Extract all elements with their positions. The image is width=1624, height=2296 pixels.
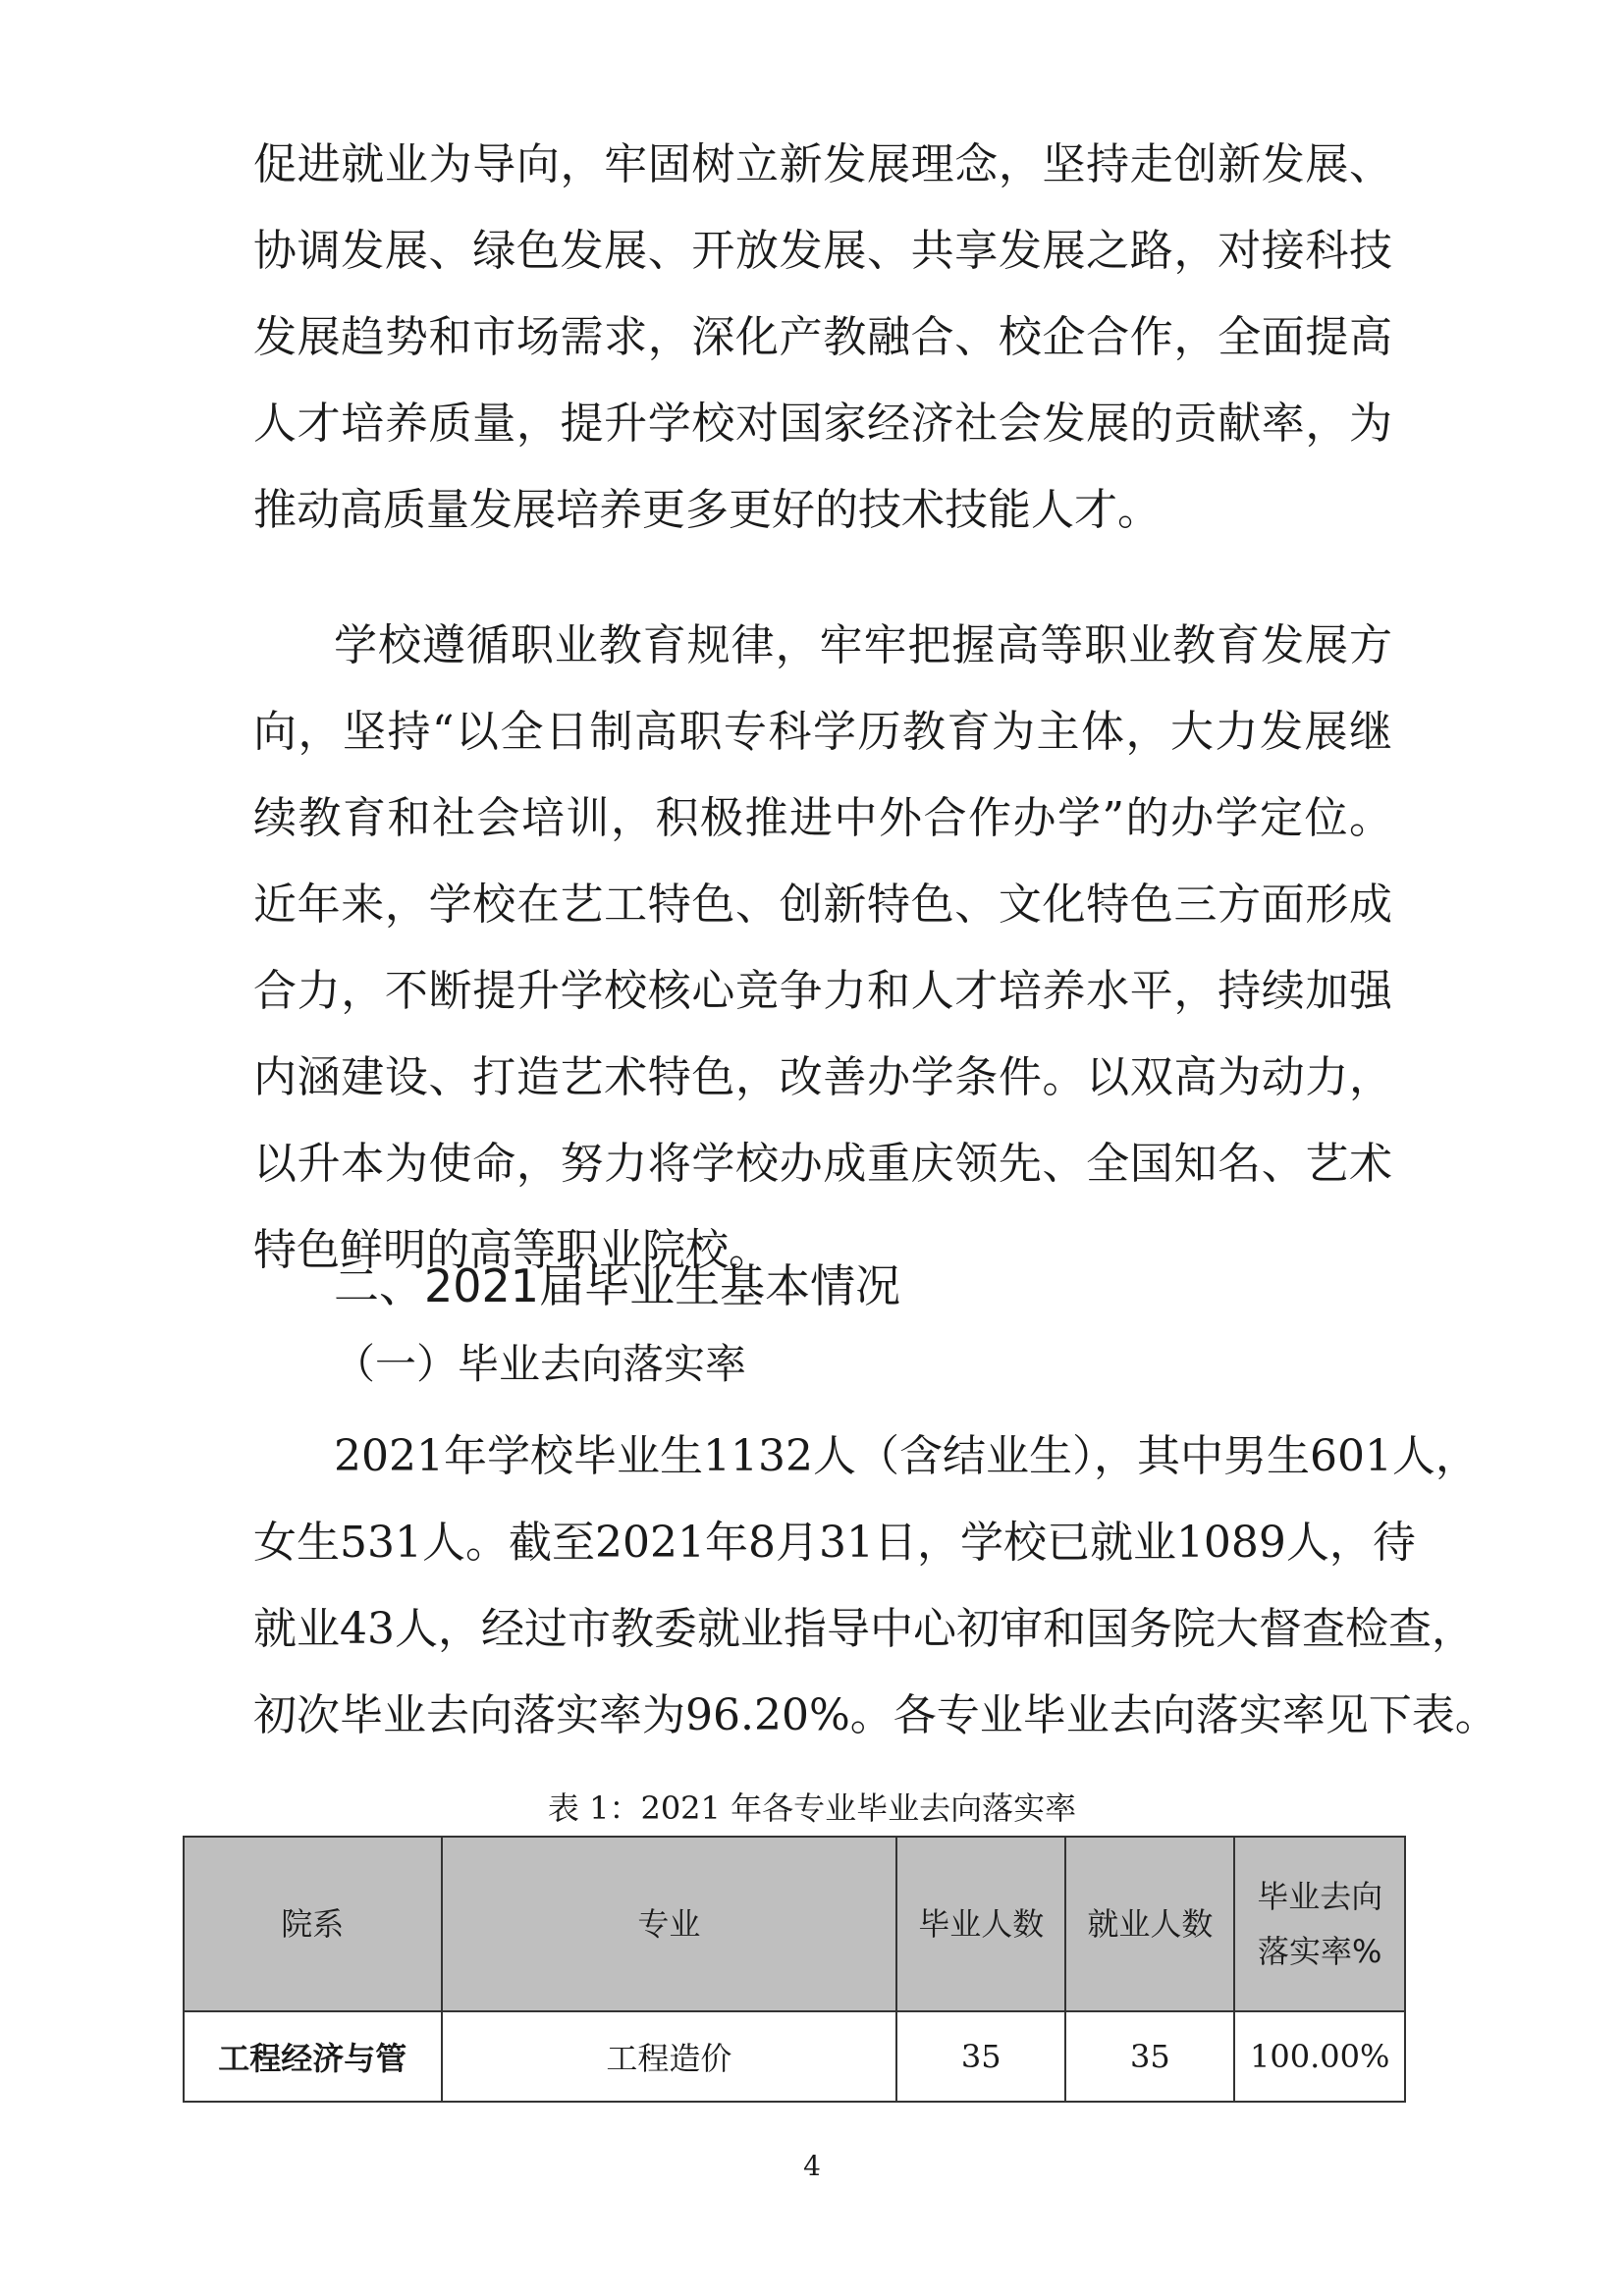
cell-employed: 35 xyxy=(1065,2011,1234,2102)
paragraph1-line-2: 协调发展、绿色发展、开放发展、共享发展之路，对接科技 xyxy=(253,226,1392,276)
paragraph2-line-5: 合力，不断提升学校核心竞争力和人才培养水平，持续加强 xyxy=(253,966,1392,1016)
paragraph2-line-2: 向，坚持“以全日制高职专科学历教育为主体，大力发展继 xyxy=(253,707,1392,757)
header-rate xyxy=(1234,1837,1405,2011)
cell-graduates: 35 xyxy=(896,2011,1065,2102)
header-major: 专业 xyxy=(442,1837,897,2011)
header-dept: 院系 xyxy=(184,1837,442,2011)
paragraph1-line-4: 人才培养质量，提升学校对国家经济社会发展的贡献率，为 xyxy=(253,399,1392,449)
table-row xyxy=(184,2011,1405,2102)
paragraph3-line-4: 初次毕业去向落实率为96.20%。各专业毕业去向落实率见下表。 xyxy=(253,1690,1498,1740)
paragraph3-line-2: 女生531人。截至2021年8月31日，学校已就业1089人，待 xyxy=(253,1518,1416,1568)
table-header-row xyxy=(184,1837,1405,2011)
paragraph1-line-5: 推动高质量发展培养更多更好的技术技能人才。 xyxy=(253,485,1161,535)
paragraph2-line-6: 内涵建设、打造艺术特色，改善办学条件。以双高为动力， xyxy=(253,1052,1392,1102)
table-caption: 表 1：2021 年各专业毕业去向落实率 xyxy=(547,1789,1077,1827)
paragraph2-line-7: 以升本为使命，努力将学校办成重庆领先、全国知名、艺术 xyxy=(253,1139,1392,1189)
section-heading: 二、2021届毕业生基本情况 xyxy=(334,1259,901,1312)
header-rate-line-1: 毕业去向 xyxy=(1257,1878,1383,1915)
paragraph1-line-1: 促进就业为导向，牢固树立新发展理念，坚持走创新发展、 xyxy=(253,139,1392,189)
subsection-heading: （一）毕业去向落实率 xyxy=(334,1340,747,1388)
cell-rate: 100.00% xyxy=(1234,2011,1405,2102)
header-rate-line-2: 落实率% xyxy=(1257,1933,1382,1970)
paragraph2-line-1: 学校遵循职业教育规律，牢牢把握高等职业教育发展方 xyxy=(334,620,1392,670)
header-graduates: 毕业人数 xyxy=(896,1837,1065,2011)
paragraph3-line-3: 就业43人，经过市教委就业指导中心初审和国务院大督查检查， xyxy=(253,1604,1475,1654)
cell-dept: 工程经济与管 xyxy=(184,2011,442,2102)
paragraph2-line-8: 特色鲜明的高等职业院校。 xyxy=(253,1225,772,1275)
paragraph2-line-3: 续教育和社会培训，积极推进中外合作办学”的办学定位。 xyxy=(253,793,1392,843)
header-employed: 就业人数 xyxy=(1065,1837,1234,2011)
paragraph1-line-3: 发展趋势和市场需求，深化产教融合、校企合作，全面提高 xyxy=(253,312,1392,362)
cell-major: 工程造价 xyxy=(442,2011,897,2102)
employment-rate-table xyxy=(183,1836,1406,2103)
paragraph2-line-4: 近年来，学校在艺工特色、创新特色、文化特色三方面形成 xyxy=(253,880,1392,930)
paragraph3-line-1: 2021年学校毕业生1132人（含结业生），其中男生601人， xyxy=(334,1431,1479,1481)
page-number: 4 xyxy=(803,2150,821,2182)
